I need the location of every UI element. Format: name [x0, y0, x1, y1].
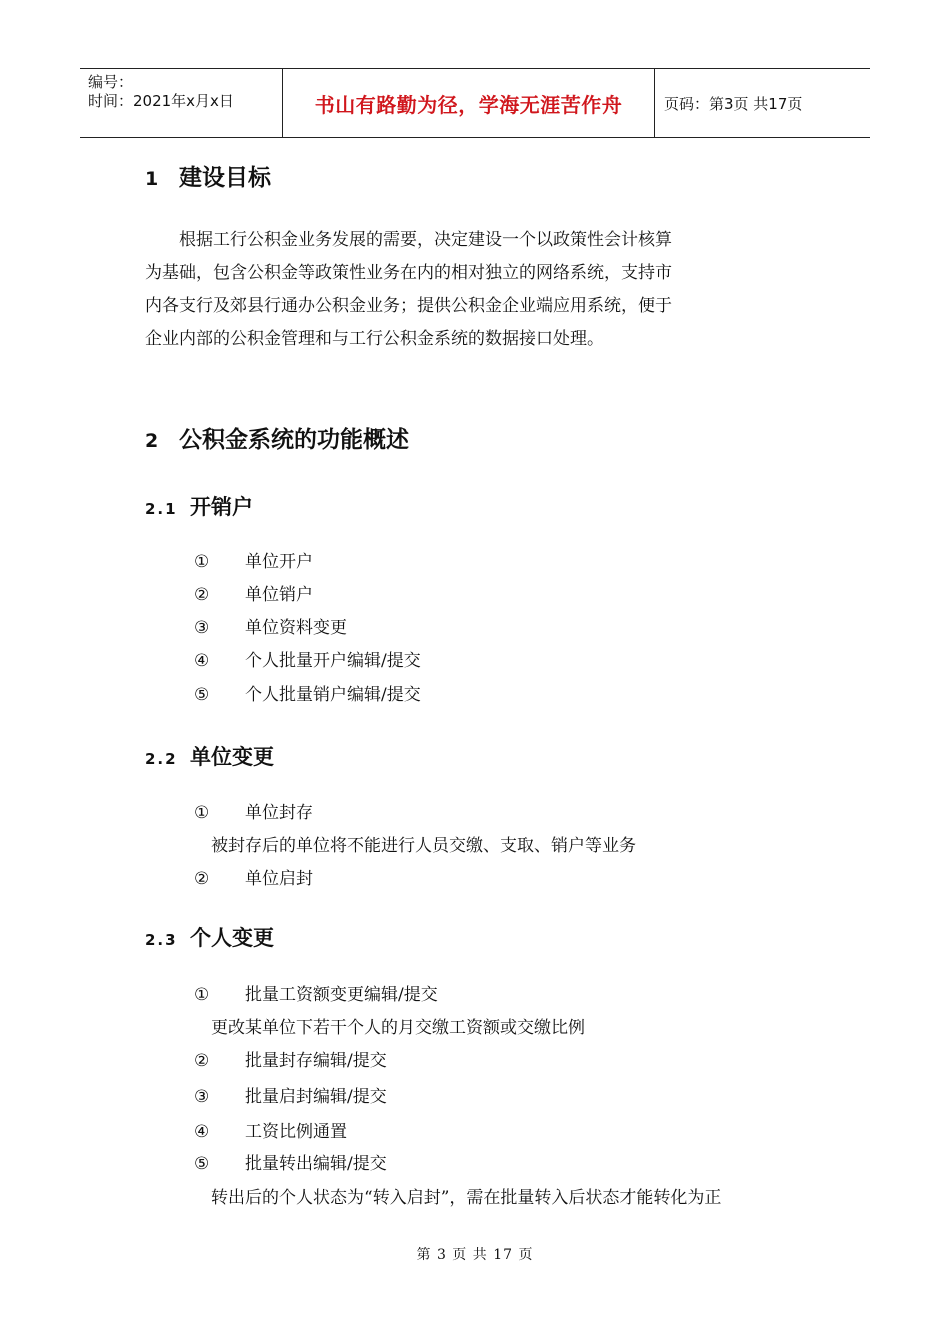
heading-number: 2.2: [145, 750, 178, 768]
paragraph-line: 根据工行公积金业务发展的需要，决定建设一个以政策性会计核算: [179, 230, 672, 250]
number-label: 编号：: [88, 73, 134, 91]
list-note: 更改某单位下若干个人的月交缴工资额或交缴比例: [211, 1018, 585, 1038]
list-item: ② 单位销户: [194, 585, 313, 605]
page-footer: 第 3 页 共 17 页: [416, 1247, 534, 1263]
list-item: ③ 单位资料变更: [194, 618, 347, 638]
paragraph-line: 内各支行及郊县行通办公积金业务；提供公积金企业端应用系统，便于: [145, 296, 672, 316]
heading-1: [145, 159, 271, 192]
heading-title: 单位变更: [190, 745, 274, 769]
heading-2-3: [145, 922, 274, 952]
heading-2: [145, 421, 409, 454]
list-item: ② 批量封存编辑/提交: [194, 1051, 387, 1071]
list-item: ① 单位封存: [194, 803, 313, 823]
header-page-info: 页码：第3页 共17页: [664, 94, 803, 113]
section-1-paragraph: [145, 224, 757, 356]
list-item: ① 单位开户: [194, 552, 313, 572]
paragraph-line: 为基础，包含公积金等政策性业务在内的相对独立的网络系统，支持市: [145, 263, 672, 283]
list-item: ④ 个人批量开户编辑/提交: [194, 651, 421, 671]
heading-number: 1: [145, 168, 159, 190]
time-label: 时间：2021年x月x日: [88, 92, 234, 110]
page-header: [80, 68, 870, 138]
heading-title: 建设目标: [179, 165, 271, 191]
list-item: ① 批量工资额变更编辑/提交: [194, 985, 438, 1005]
header-divider: [654, 69, 655, 137]
heading-2-1: [145, 491, 253, 521]
list-note: 被封存后的单位将不能进行人员交缴、支取、销户等业务: [211, 836, 636, 856]
heading-title: 开销户: [190, 495, 253, 519]
list-item: ③ 批量启封编辑/提交: [194, 1087, 387, 1107]
heading-number: 2.1: [145, 500, 178, 518]
header-meta: [88, 69, 282, 137]
list-item: ⑤ 批量转出编辑/提交: [194, 1154, 387, 1174]
heading-number: 2.3: [145, 931, 178, 949]
list-note: 转出后的个人状态为“转入启封”，需在批量转入后状态才能转化为正: [211, 1188, 722, 1208]
heading-title: 个人变更: [190, 926, 274, 950]
heading-number: 2: [145, 430, 159, 452]
paragraph-line: 企业内部的公积金管理和与工行公积金系统的数据接口处理。: [145, 329, 604, 349]
list-item: ⑤ 个人批量销户编辑/提交: [194, 685, 421, 705]
list-item: ④ 工资比例通置: [194, 1122, 347, 1142]
heading-2-2: [145, 741, 274, 771]
heading-title: 公积金系统的功能概述: [179, 427, 409, 453]
list-item: ② 单位启封: [194, 869, 313, 889]
header-motto: 书山有路勤为径，学海无涯苦作舟: [314, 92, 623, 117]
